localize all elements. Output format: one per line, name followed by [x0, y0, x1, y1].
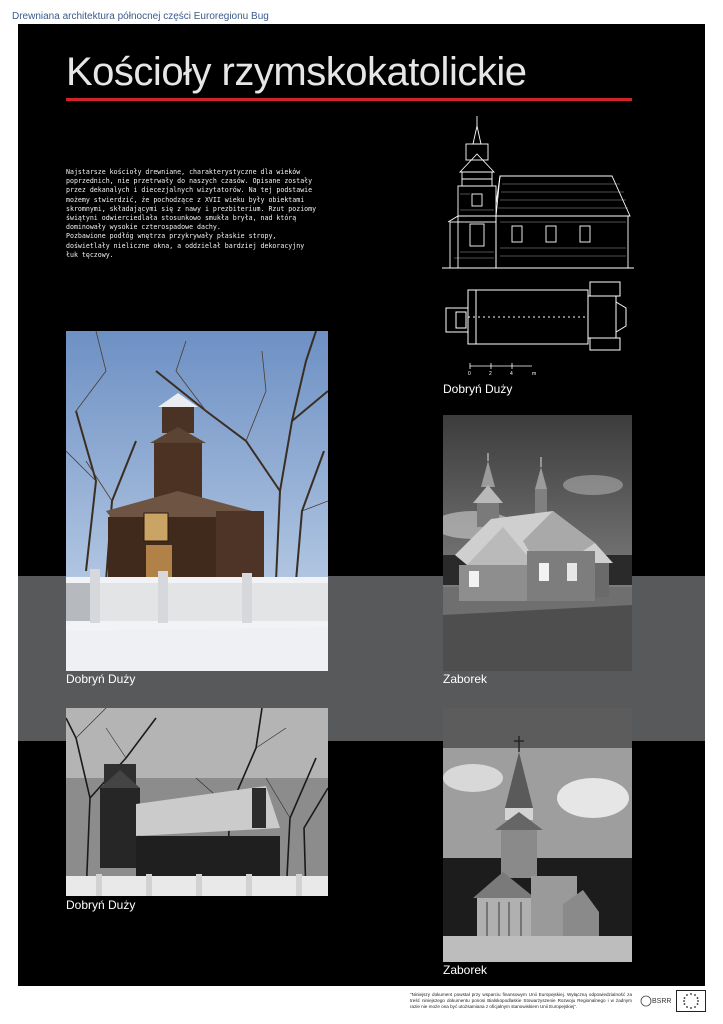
- church-drawing: [440, 112, 636, 376]
- drawing-caption: Dobryń Duży: [443, 382, 513, 396]
- photo-caption: Dobryń Duży: [66, 898, 136, 912]
- eu-disclaimer: "Niniejszy dokument powstał przy wsparciu finansowym Unii Europejskiej. Wyłączną odpowiedzialność za treść niniejszego dokumentu ponosi Bialskopodlaskie Stowarzyszenie Rozwoju Regionalnego i w żadnym razie nie może ona być utożsamiana z oficjalnym stanowiskiem Unii Europejskiej".: [410, 992, 632, 1009]
- photo-caption: Zaborek: [443, 672, 488, 686]
- photo-zaborek-bottom: [443, 708, 632, 962]
- intro-line: skromnymi, składającymi się z nawy i prezbiterium. Rzut poziomy: [66, 204, 317, 213]
- page-title: Kościoły rzymskokatolickie: [66, 50, 527, 94]
- title-underline: [66, 98, 632, 101]
- intro-line: Najstarsze kościoły drewniane, charakterystyczne dla wieków: [66, 168, 301, 176]
- eu-flag-icon: [676, 990, 706, 1012]
- intro-text: [66, 168, 334, 260]
- intro-line: Pozbawione podłóg wnętrza przykrywały płaskie stropy,: [66, 232, 277, 241]
- intro-line: poprzednich, nie przetrwały do naszych czasów. Opisane zostały: [66, 177, 313, 186]
- series-title: Drewniana architektura północnej części Euroregionu Bug: [12, 11, 269, 22]
- photo-caption: Dobryń Duży: [66, 672, 136, 686]
- scale-label: m: [532, 371, 537, 376]
- photo-dobryn-bw: [66, 708, 328, 896]
- intro-line: dominowały wysokie czterospadowe dachy.: [66, 223, 221, 232]
- scale-label: 0: [468, 371, 471, 376]
- photo-zaborek-top: [443, 415, 632, 671]
- intro-line: świątyni odwierciedlała stosunkowo smukła bryła, nad którą: [66, 214, 297, 223]
- intro-line: przez dekanalych i diecezjalnych wizytatorów. Na tej podstawie: [66, 186, 313, 195]
- intro-line: doświetlały nieliczne okna, a oddzielał bardziej dekoracyjny: [66, 241, 305, 250]
- scale-label: 4: [510, 371, 513, 376]
- photo-caption: Zaborek: [443, 963, 488, 977]
- intro-line: możemy stwierdzić, że pochodzące z XVII wieku były obiektami: [66, 195, 305, 204]
- photo-dobryn-color: [66, 331, 328, 671]
- scale-label: 2: [489, 371, 492, 376]
- bsrr-logo: [640, 990, 672, 1012]
- bsrr-logo-text: BSRR: [652, 998, 672, 1005]
- intro-line: łuk tęczowy.: [66, 250, 114, 259]
